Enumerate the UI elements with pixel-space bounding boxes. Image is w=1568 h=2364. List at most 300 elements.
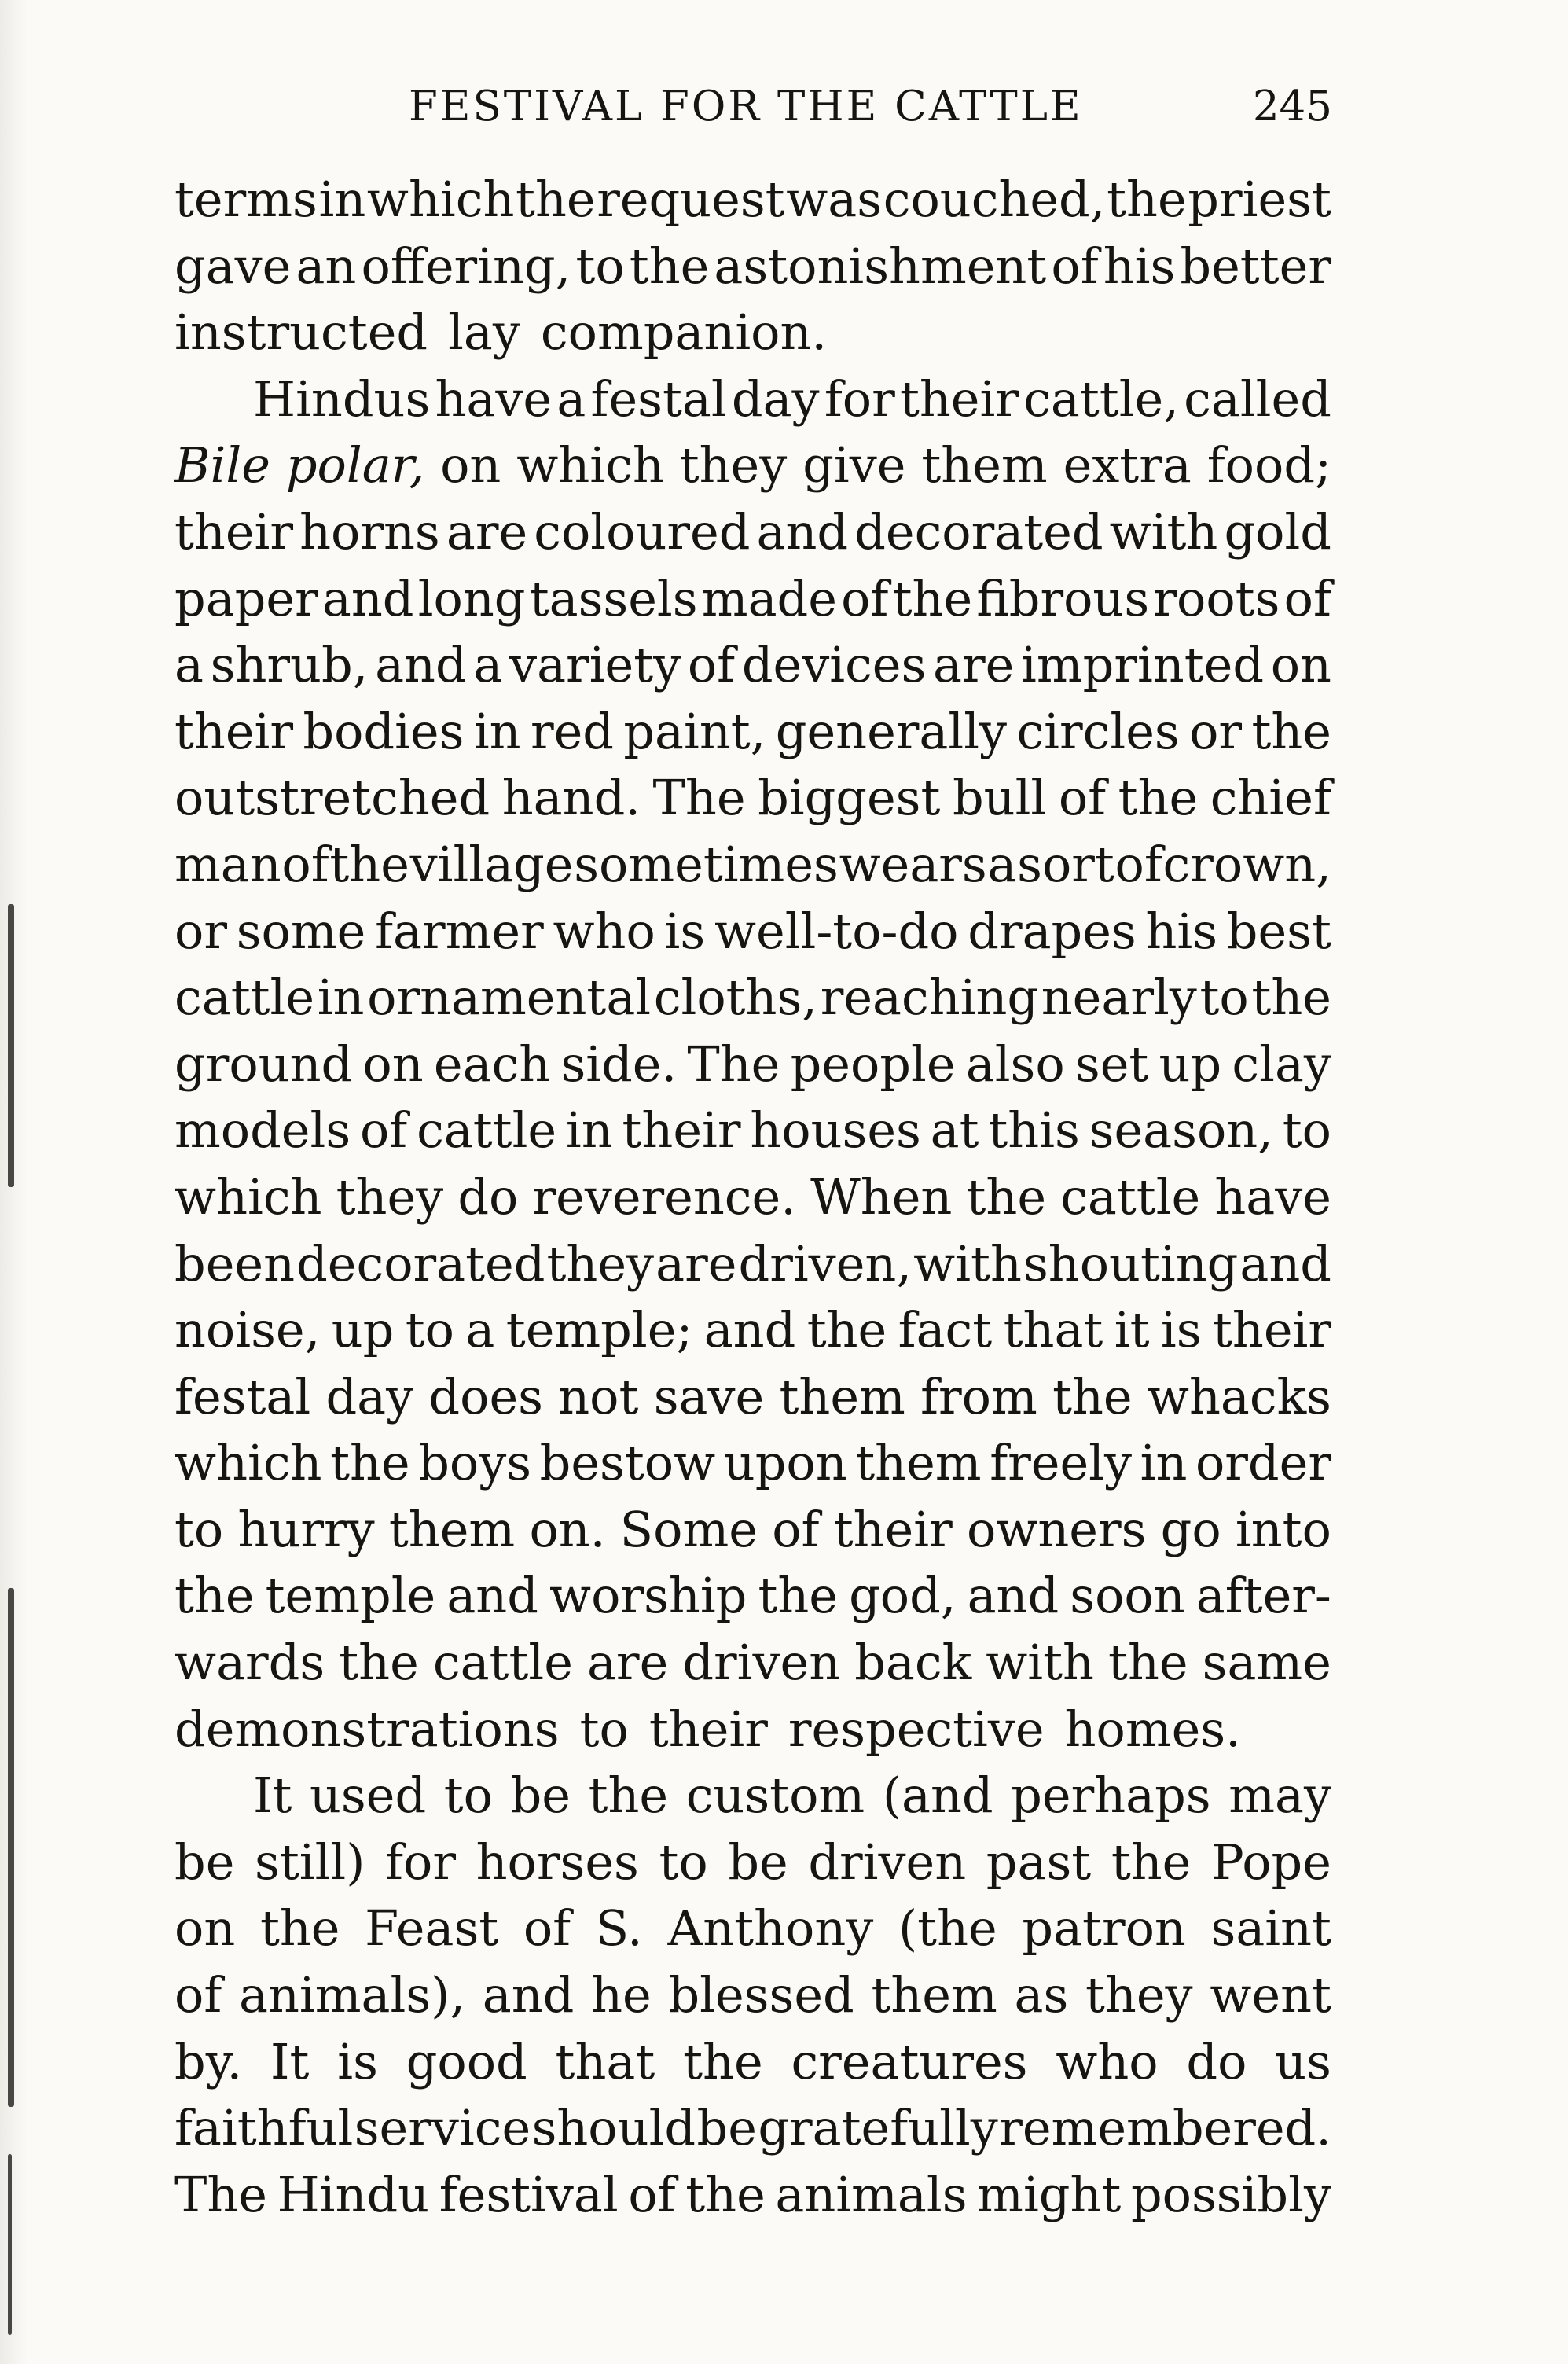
word: the xyxy=(806,1301,887,1359)
word: paint, xyxy=(623,702,766,760)
word: of xyxy=(841,569,889,627)
word: they xyxy=(336,1167,444,1226)
word: of xyxy=(1114,835,1162,893)
word: Some xyxy=(619,1500,758,1558)
word: not xyxy=(558,1367,639,1425)
word: past xyxy=(986,1833,1092,1891)
word: their xyxy=(899,369,1019,428)
word: Hindus xyxy=(253,369,431,428)
word: of xyxy=(1058,769,1107,827)
word: ornamental xyxy=(367,969,652,1027)
word: well-to-do xyxy=(714,902,959,960)
word: they xyxy=(546,1234,655,1292)
word: farmer xyxy=(375,902,544,960)
word: When xyxy=(810,1167,953,1226)
word: fibrous xyxy=(976,569,1150,627)
word: their xyxy=(648,1700,768,1758)
word: do xyxy=(457,1167,519,1226)
word: as xyxy=(1014,1966,1069,2024)
word: and xyxy=(703,1301,796,1359)
word: extra xyxy=(1063,436,1192,494)
word: up xyxy=(1159,1035,1222,1093)
word: with xyxy=(1109,502,1218,561)
text-line xyxy=(174,1297,1331,1364)
word: service xyxy=(354,2099,531,2157)
word: their xyxy=(174,702,294,760)
text-line xyxy=(174,965,1331,1031)
word: nearly xyxy=(1041,969,1197,1027)
word: and xyxy=(375,636,467,694)
word: coloured xyxy=(534,502,751,561)
word: cattle xyxy=(174,969,315,1027)
word: Anthony xyxy=(667,1899,874,1958)
word: in xyxy=(565,1101,613,1160)
word: day xyxy=(731,369,820,428)
word: the xyxy=(259,1899,340,1958)
running-header xyxy=(173,75,1332,138)
text-line xyxy=(174,300,1331,366)
word: devices xyxy=(741,636,927,694)
word: of xyxy=(1051,237,1099,295)
word: his xyxy=(1103,237,1176,295)
word: driven xyxy=(682,1634,841,1692)
word: us xyxy=(1275,2032,1331,2090)
word: who xyxy=(1056,2032,1159,2090)
word: in xyxy=(317,969,365,1027)
word: been xyxy=(174,1234,296,1292)
word: decorated xyxy=(854,502,1103,561)
word: the xyxy=(329,835,409,893)
word: offering, xyxy=(361,237,571,295)
word: crown, xyxy=(1162,835,1331,893)
text-line xyxy=(174,1164,1331,1231)
word: festal xyxy=(590,369,727,428)
word: the xyxy=(174,1567,255,1625)
word: best xyxy=(1226,902,1331,960)
word: them xyxy=(921,436,1048,494)
text-line xyxy=(174,1630,1331,1697)
word: shrub, xyxy=(210,636,369,694)
word: homes. xyxy=(1064,1700,1241,1758)
word: god, xyxy=(849,1567,957,1625)
word: of xyxy=(772,1500,820,1558)
word: wears xyxy=(839,835,987,893)
word: faithful xyxy=(174,2099,354,2157)
word: which xyxy=(174,1167,322,1226)
scan-shadow-mark xyxy=(8,904,14,1187)
word: called xyxy=(1184,369,1331,428)
word: day xyxy=(325,1367,414,1425)
word: houses xyxy=(750,1101,921,1160)
word: boys xyxy=(418,1434,532,1492)
word: upon xyxy=(723,1434,847,1492)
word: their xyxy=(622,1101,741,1160)
word: them xyxy=(855,1434,982,1492)
word: to xyxy=(443,1767,493,1825)
word: It xyxy=(270,2032,310,2090)
word: (and xyxy=(882,1767,993,1825)
text-line xyxy=(174,1829,1331,1896)
word: after- xyxy=(1195,1567,1331,1625)
word: or xyxy=(174,902,227,960)
word: village xyxy=(409,835,574,893)
word: cattle, xyxy=(1023,369,1179,428)
text-line xyxy=(174,765,1331,832)
word: and xyxy=(446,1567,538,1625)
text-line xyxy=(174,1895,1331,1962)
word: them xyxy=(871,1966,997,2024)
word: or xyxy=(1189,702,1243,760)
word: go xyxy=(1160,1500,1221,1558)
text-line xyxy=(174,1563,1331,1630)
word: for xyxy=(385,1833,456,1891)
word: blessed xyxy=(668,1966,854,2024)
text-line xyxy=(174,899,1331,965)
word: the xyxy=(758,1567,838,1625)
word: their xyxy=(174,502,294,561)
word: with xyxy=(986,1634,1094,1692)
text-line xyxy=(174,2029,1331,2096)
word: instructed xyxy=(174,303,428,362)
word: each xyxy=(433,1035,551,1093)
word: and xyxy=(321,569,414,627)
word: set xyxy=(1074,1035,1149,1093)
word: respective xyxy=(788,1700,1045,1758)
word: that xyxy=(1003,1301,1103,1359)
word: with xyxy=(913,1234,1022,1292)
word: of xyxy=(174,1966,222,2024)
word: Bile xyxy=(174,436,270,494)
word: soon xyxy=(1070,1567,1185,1625)
word: driven, xyxy=(738,1234,913,1292)
word: on xyxy=(440,436,501,494)
word: up xyxy=(331,1301,395,1359)
word: lay xyxy=(448,303,520,362)
word: couched, xyxy=(883,171,1106,228)
word: better xyxy=(1180,237,1331,295)
word: made xyxy=(701,569,837,627)
word: to xyxy=(405,1301,454,1359)
word: that xyxy=(555,2032,655,2090)
text-line xyxy=(174,566,1331,633)
word: went xyxy=(1210,1966,1331,2024)
word: also xyxy=(965,1035,1065,1093)
word: The xyxy=(174,2165,267,2223)
word: astonishment xyxy=(714,237,1047,295)
word: have xyxy=(1214,1167,1331,1226)
word: fact xyxy=(898,1301,993,1359)
word: sort xyxy=(1017,835,1114,893)
word: and xyxy=(1239,1234,1331,1292)
word: of xyxy=(359,1101,408,1160)
word: creatures xyxy=(791,2032,1028,2090)
word: them xyxy=(779,1367,905,1425)
word: roots xyxy=(1153,569,1280,627)
word: horses xyxy=(476,1833,639,1891)
word: is xyxy=(1160,1301,1202,1359)
word: cattle xyxy=(417,1101,557,1160)
word: to xyxy=(1282,1101,1331,1160)
word: The xyxy=(687,1035,780,1093)
word: ground xyxy=(174,1035,353,1093)
word: possibly xyxy=(1130,2165,1331,2223)
word: on xyxy=(1270,636,1331,694)
word: side. xyxy=(560,1035,678,1093)
word: cattle xyxy=(1060,1167,1201,1226)
text-line xyxy=(174,2162,1331,2229)
word: patron xyxy=(1022,1899,1186,1958)
word: Hindu xyxy=(277,2165,430,2223)
word: the xyxy=(339,1634,419,1692)
word: which xyxy=(366,171,515,228)
word: decorated xyxy=(296,1234,545,1292)
text-line xyxy=(174,366,1331,433)
word: is xyxy=(337,2032,378,2090)
page-binding-edge xyxy=(0,0,28,2364)
word: the xyxy=(1052,1367,1133,1425)
word: the xyxy=(629,237,710,295)
text-line xyxy=(174,1497,1331,1564)
word: are xyxy=(586,1634,669,1692)
word: gold xyxy=(1224,502,1331,561)
word: in xyxy=(1140,1434,1188,1492)
word: and xyxy=(482,1966,575,2024)
word: terms xyxy=(174,171,318,228)
word: good xyxy=(406,2032,527,2090)
word: may xyxy=(1228,1767,1331,1825)
scan-shadow-mark xyxy=(8,2154,12,2335)
text-line xyxy=(174,233,1331,300)
word: festal xyxy=(174,1367,311,1425)
text-line xyxy=(174,632,1331,699)
word: bestow xyxy=(539,1434,716,1492)
word: a xyxy=(174,636,204,694)
text-line xyxy=(174,1097,1331,1164)
text-line xyxy=(174,2095,1331,2162)
word: red xyxy=(530,702,614,760)
word: which xyxy=(516,436,664,494)
word: of xyxy=(281,835,329,893)
word: noise, xyxy=(174,1301,321,1359)
word: of xyxy=(523,1899,571,1958)
word: animals), xyxy=(239,1966,466,2024)
text-line xyxy=(174,1430,1331,1497)
word: this xyxy=(988,1101,1080,1160)
word: be xyxy=(510,1767,571,1825)
word: biggest xyxy=(758,769,941,827)
word: Pope xyxy=(1210,1833,1331,1891)
word: custom xyxy=(685,1767,865,1825)
word: gratefully xyxy=(758,2099,998,2157)
word: perhaps xyxy=(1011,1767,1211,1825)
word: hurry xyxy=(237,1500,375,1558)
word: man xyxy=(174,835,281,893)
word: clay xyxy=(1232,1035,1331,1093)
word: to xyxy=(575,237,625,295)
word: same xyxy=(1202,1634,1331,1692)
word: reverence. xyxy=(532,1167,796,1226)
word: tassels xyxy=(529,569,698,627)
word: the xyxy=(1108,1634,1188,1692)
word: the xyxy=(1111,1833,1192,1891)
word: of xyxy=(687,636,736,694)
word: gave xyxy=(174,237,292,295)
word: them xyxy=(388,1500,516,1558)
word: imprinted xyxy=(1021,636,1265,694)
word: wards xyxy=(174,1634,325,1692)
word: temple xyxy=(265,1567,436,1625)
word: bodies xyxy=(303,702,465,760)
word: they xyxy=(1085,1966,1193,2024)
word: people xyxy=(790,1035,956,1093)
word: a xyxy=(987,835,1017,893)
word: are xyxy=(446,502,528,561)
word: models xyxy=(174,1101,351,1160)
text-line xyxy=(174,1763,1331,1829)
word: be xyxy=(696,2099,757,2157)
word: drapes xyxy=(968,902,1137,960)
word: into xyxy=(1235,1500,1331,1558)
word: to xyxy=(1199,969,1249,1027)
word: polar, xyxy=(285,436,425,494)
word: used xyxy=(310,1767,427,1825)
word: the xyxy=(892,569,973,627)
word: on xyxy=(174,1899,236,1958)
word: season, xyxy=(1089,1101,1273,1160)
word: cloths, xyxy=(653,969,818,1027)
word: to xyxy=(659,1833,708,1891)
word: the xyxy=(685,2165,766,2223)
word: and xyxy=(967,1567,1059,1625)
word: and xyxy=(756,502,849,561)
word: they xyxy=(679,436,788,494)
body-text xyxy=(174,167,1331,2228)
word: be xyxy=(174,1833,235,1891)
word: animals xyxy=(775,2165,968,2223)
word: at xyxy=(930,1101,979,1160)
scan-shadow-mark xyxy=(8,1588,14,2107)
word: the xyxy=(516,171,596,228)
word: reaching xyxy=(820,969,1039,1027)
word: to xyxy=(174,1500,224,1558)
word: driven xyxy=(808,1833,967,1891)
word: (the xyxy=(898,1899,997,1958)
word: the xyxy=(1251,702,1331,760)
word: Feast xyxy=(365,1899,499,1958)
word: is xyxy=(664,902,706,960)
word: S. xyxy=(595,1899,643,1958)
word: cattle xyxy=(432,1634,573,1692)
word: does xyxy=(428,1367,543,1425)
word: food; xyxy=(1206,436,1331,494)
word: back xyxy=(854,1634,972,1692)
word: demonstrations xyxy=(174,1700,560,1758)
word: are xyxy=(933,636,1015,694)
word: the xyxy=(1107,171,1187,228)
word: by. xyxy=(174,2032,243,2090)
text-line xyxy=(174,1364,1331,1431)
word: It xyxy=(253,1767,292,1825)
text-line xyxy=(174,167,1331,233)
word: the xyxy=(1251,969,1331,1027)
word: who xyxy=(553,902,655,960)
page-number: 245 xyxy=(1252,83,1332,131)
text-line xyxy=(174,699,1331,766)
word: are xyxy=(655,1234,737,1292)
text-line xyxy=(174,1962,1331,2029)
word: outstretched xyxy=(174,769,490,827)
word: sometimes xyxy=(574,835,839,893)
word: from xyxy=(920,1367,1037,1425)
word: a xyxy=(473,636,503,694)
word: owners xyxy=(966,1500,1147,1558)
word: freely xyxy=(990,1434,1133,1492)
word: of xyxy=(628,2165,676,2223)
word: companion. xyxy=(540,303,828,362)
word: their xyxy=(833,1500,953,1558)
running-title: FESTIVAL FOR THE CATTLE xyxy=(409,83,1083,131)
word: do xyxy=(1186,2032,1247,2090)
word: the xyxy=(330,1434,410,1492)
word: shouting xyxy=(1023,1234,1239,1292)
text-line xyxy=(174,1031,1331,1098)
word: save xyxy=(653,1367,765,1425)
word: for xyxy=(824,369,895,428)
word: might xyxy=(977,2165,1122,2223)
word: be xyxy=(728,1833,788,1891)
word: was xyxy=(786,171,883,228)
word: he xyxy=(591,1966,652,2024)
word: saint xyxy=(1210,1899,1331,1958)
word: their xyxy=(1212,1301,1331,1359)
word: the xyxy=(588,1767,669,1825)
word: festival xyxy=(439,2165,619,2223)
word: give xyxy=(802,436,906,494)
word: a xyxy=(556,369,586,428)
word: on. xyxy=(529,1500,606,1558)
word: horns xyxy=(299,502,440,561)
word: generally xyxy=(775,702,1008,760)
word: temple; xyxy=(505,1301,693,1359)
word: circles xyxy=(1016,702,1180,760)
word: should xyxy=(531,2099,696,2157)
word: the xyxy=(683,2032,763,2090)
word: order xyxy=(1195,1434,1331,1492)
text-line xyxy=(174,1697,1331,1763)
word: a xyxy=(465,1301,495,1359)
text-line xyxy=(174,499,1331,566)
word: to xyxy=(579,1700,629,1758)
word: request xyxy=(597,171,785,228)
word: an xyxy=(296,237,357,295)
word: priest xyxy=(1188,171,1331,228)
word: variety xyxy=(509,636,681,694)
word: in xyxy=(318,171,366,228)
word: still) xyxy=(255,1833,365,1891)
text-line xyxy=(174,432,1331,499)
word: hand. xyxy=(501,769,641,827)
word: some xyxy=(236,902,366,960)
word: chief xyxy=(1210,769,1331,827)
word: paper xyxy=(174,569,318,627)
word: whacks xyxy=(1147,1367,1331,1425)
text-line xyxy=(174,832,1331,899)
word: his xyxy=(1145,902,1218,960)
word: which xyxy=(174,1434,322,1492)
word: in xyxy=(473,702,521,760)
word: it xyxy=(1114,1301,1150,1359)
word: bull xyxy=(952,769,1047,827)
